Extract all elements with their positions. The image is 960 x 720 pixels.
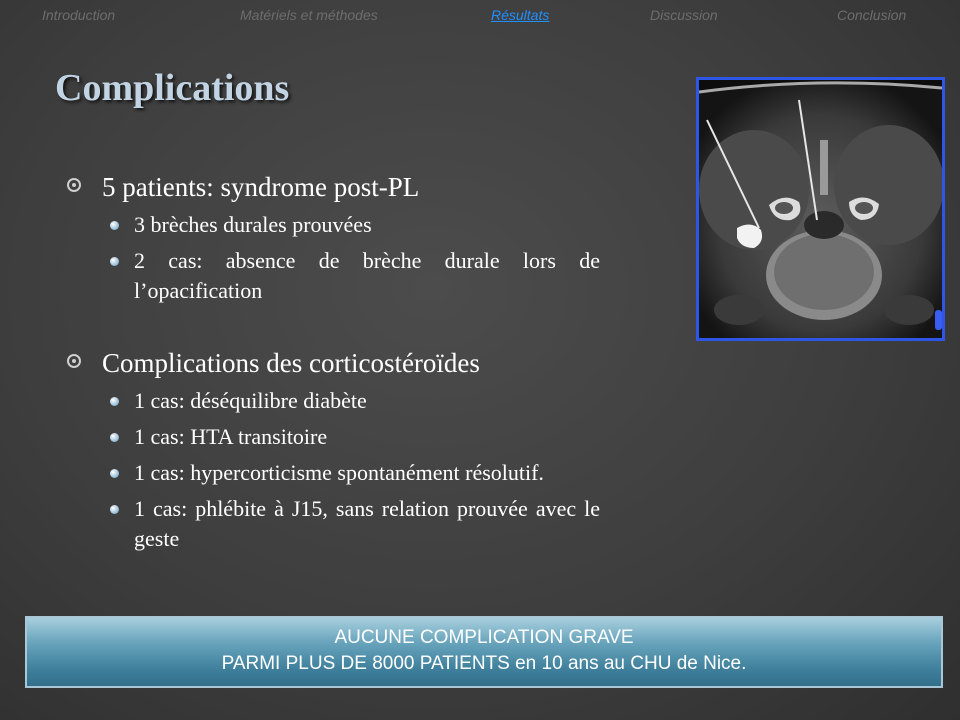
ct-scan-drawing bbox=[699, 80, 942, 338]
section-heading-corticosteroides bbox=[60, 346, 600, 380]
section-heading-text: Complications des corticostéroïdes bbox=[102, 348, 480, 378]
bullet-dot-icon bbox=[110, 221, 119, 230]
ct-scan-image bbox=[696, 77, 945, 341]
nav-item-materiels-methodes[interactable]: Matériels et méthodes bbox=[240, 7, 378, 23]
top-navigation bbox=[0, 0, 960, 30]
list-item-text: 2 cas: absence de brèche durale lors de l’opacification bbox=[134, 248, 600, 303]
bullet-dot-icon bbox=[110, 505, 119, 514]
bullet-dot-icon bbox=[110, 469, 119, 478]
bullet-dot-icon bbox=[110, 433, 119, 442]
slide-title: Complications bbox=[55, 67, 290, 109]
list-item bbox=[60, 386, 600, 416]
nav-item-introduction[interactable]: Introduction bbox=[42, 7, 116, 23]
section-heading-text: 5 patients: syndrome post-PL bbox=[102, 172, 420, 202]
list-item-text: 1 cas: phlébite à J15, sans relation prouvée avec le geste bbox=[134, 496, 600, 551]
circle-bullet-icon bbox=[67, 178, 81, 192]
list-item-text: 1 cas: HTA transitoire bbox=[134, 424, 328, 449]
nav-item-discussion[interactable]: Discussion bbox=[650, 7, 718, 23]
list-item-text: 1 cas: déséquilibre diabète bbox=[134, 388, 367, 413]
list-item-text: 3 brèches durales prouvées bbox=[134, 212, 372, 237]
list-item bbox=[60, 494, 600, 554]
nav-item-resultats[interactable]: Résultats bbox=[491, 7, 550, 23]
list-item bbox=[60, 458, 690, 488]
list-item bbox=[60, 210, 600, 240]
nav-item-conclusion[interactable]: Conclusion bbox=[837, 7, 907, 23]
slide-content bbox=[60, 170, 600, 554]
bullet-dot-icon bbox=[110, 397, 119, 406]
circle-bullet-icon bbox=[67, 354, 81, 368]
section-heading-post-pl bbox=[60, 170, 600, 204]
conclusion-banner bbox=[25, 616, 943, 688]
banner-line-2: PARMI PLUS DE 8000 PATIENTS en 10 ans au CHU de Nice. bbox=[221, 653, 747, 674]
list-item bbox=[60, 246, 600, 306]
bullet-dot-icon bbox=[110, 257, 119, 266]
list-item-text: 1 cas: hypercorticisme spontanément résolutif. bbox=[134, 460, 544, 485]
banner-line-1: AUCUNE COMPLICATION GRAVE bbox=[334, 627, 634, 648]
list-item bbox=[60, 422, 600, 452]
